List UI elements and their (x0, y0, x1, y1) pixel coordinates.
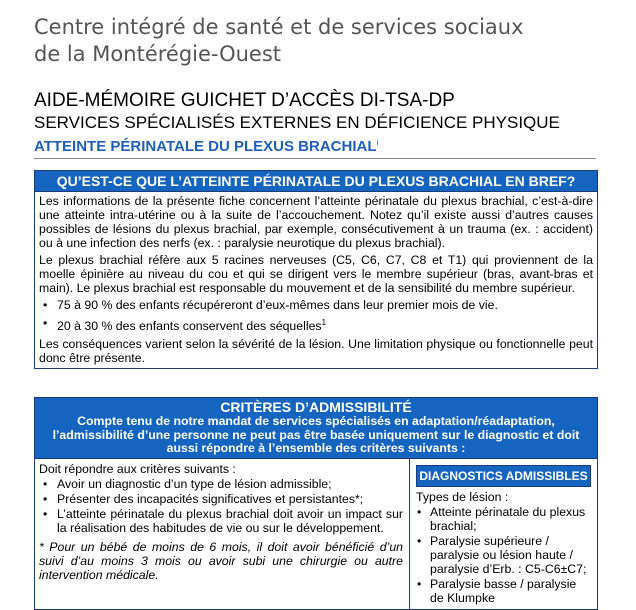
bullet-glyph: • (417, 576, 422, 591)
document-title: AIDE-MÉMOIRE GUICHET D’ACCÈS DI-TSA-DP (34, 90, 455, 111)
bullet-glyph: • (43, 491, 48, 506)
criteria-intro: Doit répondre aux critères suivants : (39, 461, 236, 476)
eligibility-heading (34, 397, 598, 459)
bullet-glyph: • (417, 533, 422, 548)
org-line-2: de la Montérégie-Ouest (34, 42, 282, 66)
diagnoses-intro: Types de lésion : (416, 489, 509, 504)
eligibility-title: CRITÈRES D’ADMISSIBILITÉ (220, 399, 412, 415)
bullet-glyph: • (43, 316, 48, 330)
org-line-1: Centre intégré de santé et de services sociaux (34, 15, 524, 39)
summary-paragraph-2: Le plexus brachial réfère aux 5 racines nerveuses (C5, C6, C7, C8 et T1) qui proviennent de la moelle épinière au niveau du cou et qui se dirigent vers le membre supérieur (bras, avant-bras et main). Le plexus brachial est responsable du mouvement et de la sensibilité du membre supérieur. (39, 253, 593, 295)
document-subtitle: SERVICES SPÉCIALISÉS EXTERNES EN DÉFICIENCE PHYSIQUE (34, 113, 560, 132)
list-item: • 75 à 90 % des enfants récupéreront d’eux-mêmes dans leur premier mois de vie. (43, 298, 498, 312)
eligibility-intro: Compte tenu de notre mandat de services spécialisés en adaptation/réadaptation, l’admissibilité d’une personne ne peut pas être basée uniquement sur le diagnostic et doit aussi répondre à l’ensemble des critères suivants : (52, 414, 580, 455)
diagnoses-heading: DIAGNOSTICS ADMISSIBLES (416, 465, 591, 487)
bullet-glyph: • (43, 476, 48, 491)
topic-text: ATTEINTE PÉRINATALE DU PLEXUS BRACHIAL (34, 138, 377, 155)
list-item: • Présenter des incapacités significatives et persistantes*; (43, 491, 364, 506)
summary-heading: QU’EST-CE QUE L’ATTEINTE PÉRINATALE DU PLEXUS BRACHIAL EN BREF? (34, 170, 598, 192)
list-item: • Paralysie supérieure / paralysie ou lésion haute / paralysie d’Erb. : C5-C6±C7; (417, 533, 587, 576)
diagnoses-content (410, 487, 597, 609)
criteria-note: * Pour un bébé de moins de 6 mois, il doit avoir bénéficié d’un suivi d’au moins 3 mois ou avoir subi une chirurgie ou autre intervention médicale. (39, 539, 403, 582)
list-item: • Paralysie basse / paralysie de Klumpke (417, 576, 577, 605)
document-topic (34, 134, 378, 156)
diagnoses-list (416, 505, 591, 605)
summary-bullet-list (39, 298, 593, 333)
organization-name (34, 14, 524, 68)
criteria-column (35, 459, 407, 585)
list-item: • 20 à 30 % des enfants conservent des séquelles$^1$ (43, 316, 327, 334)
eligibility-columns (34, 459, 598, 610)
diagnoses-column (409, 459, 597, 609)
bullet-glyph: • (43, 298, 48, 312)
summary-section (34, 170, 598, 369)
summary-paragraph-1: Les informations de la présente fiche concernent l’atteinte périnatale du plexus brachial, c’est-à-dire une atteinte intra-utérine ou à la suite de l’accouchement. Notez qu’il existe aussi d’autres causes possibles de lésions du plexus brachial, par exemple, consécutivement à un trauma (ex. : accident) ou à une infection des nerfs (ex. : paralysie neurotique du plexus brachial). (39, 194, 593, 250)
eligibility-section (34, 397, 598, 610)
criteria-list (39, 477, 403, 535)
list-item: • Atteinte périnatale du plexus brachial; (417, 504, 586, 533)
list-item: • Avoir un diagnostic d’un type de lésion admissible; (43, 476, 332, 491)
footnote-ref: 1 (321, 318, 327, 327)
header-divider (34, 158, 596, 159)
summary-content (34, 192, 598, 369)
list-item: • L’atteinte périnatale du plexus brachial doit avoir un impact sur la réalisation des habitudes de vie ou sur le développement. (43, 506, 403, 535)
footnote-ref: i (376, 138, 379, 147)
bullet-glyph: • (43, 506, 48, 521)
summary-paragraph-3: Les conséquences varient selon la sévérité de la lésion. Une limitation physique ou fonctionnelle peut donc être présente. (39, 337, 593, 366)
bullet-glyph: • (417, 504, 422, 519)
